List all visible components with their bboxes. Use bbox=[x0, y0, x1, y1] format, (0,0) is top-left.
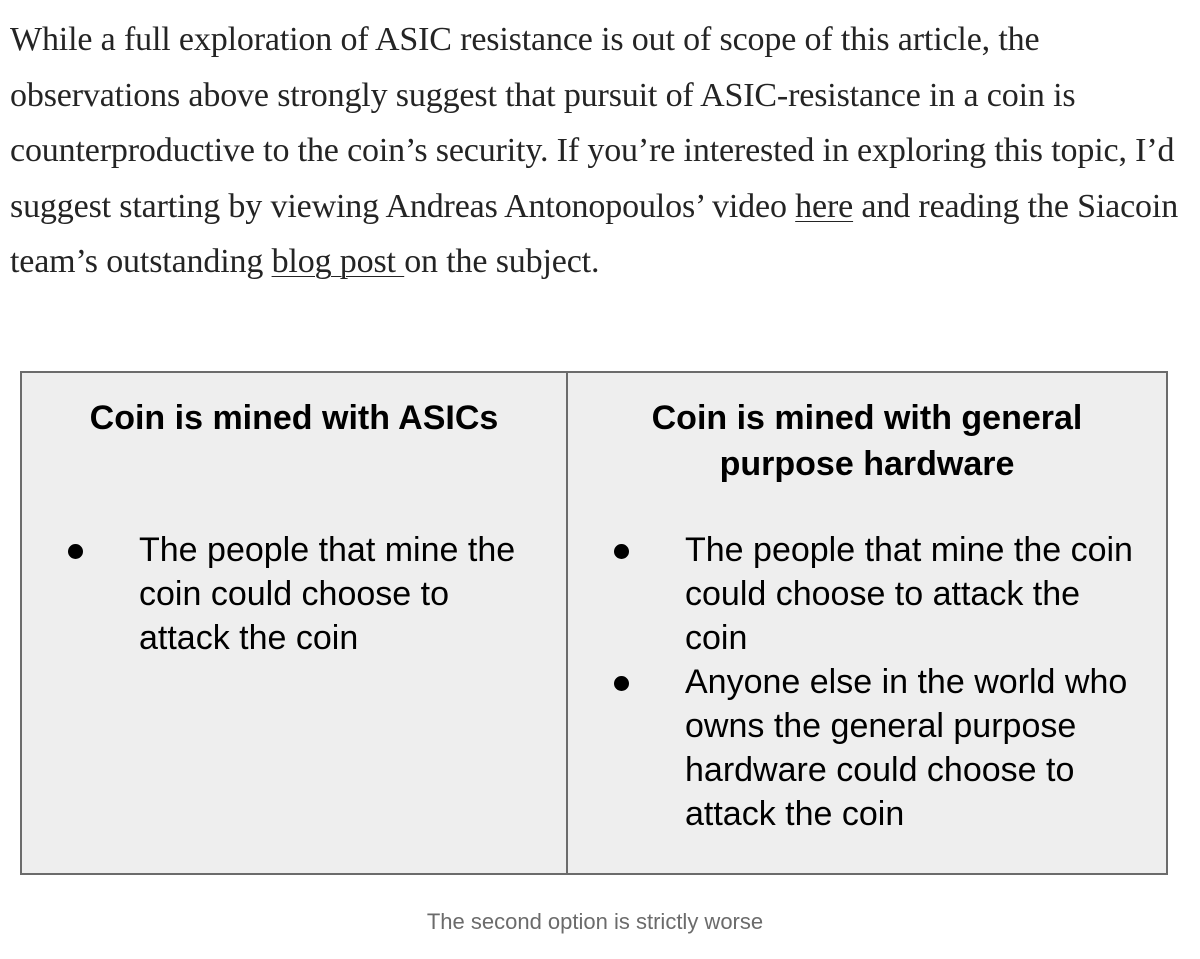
comparison-table-image[interactable] bbox=[20, 371, 1168, 875]
list-item bbox=[612, 660, 1146, 836]
list-item-text: Anyone else in the world who owns the general purpose hardware could choose to attack the coin bbox=[685, 663, 1128, 833]
paragraph-text: and reading the Siacoin team’s outstanding bbox=[10, 187, 1179, 280]
list-item-text: The people that mine the coin could choose to attack the coin bbox=[139, 531, 516, 657]
bullet-list-asics bbox=[66, 528, 548, 660]
bullet-icon bbox=[68, 544, 83, 559]
table-column-general-hardware bbox=[568, 373, 1166, 873]
figure-caption: The second option is strictly worse bbox=[426, 909, 764, 934]
list-item-text: The people that mine the coin could choose to attack the coin bbox=[685, 531, 1133, 657]
video-link[interactable]: here bbox=[795, 187, 854, 225]
list-item bbox=[66, 528, 548, 660]
table-column-asics bbox=[22, 373, 568, 873]
paragraph-text: on the subject. bbox=[404, 243, 600, 280]
bullet-list-general-hardware bbox=[612, 528, 1146, 836]
bullet-icon bbox=[614, 544, 629, 559]
article-paragraph bbox=[10, 12, 1195, 290]
column-header-asics: Coin is mined with ASICs bbox=[89, 399, 499, 437]
blog-post-link[interactable]: blog post bbox=[271, 243, 405, 280]
bullet-icon bbox=[614, 676, 629, 691]
paragraph-text: While a full exploration of ASIC resistance is out of scope of this article, the observations above strongly suggest that pursuit of ASIC-resistance in a coin is counterproductive to the coin’s security. If you’re interested in exploring this topic, I’d suggest starting by viewing Andreas Antonopoulos’ video bbox=[10, 21, 1175, 225]
list-item bbox=[612, 528, 1146, 660]
column-header-general-hardware: Coin is mined with general purpose hardware bbox=[651, 399, 1083, 483]
